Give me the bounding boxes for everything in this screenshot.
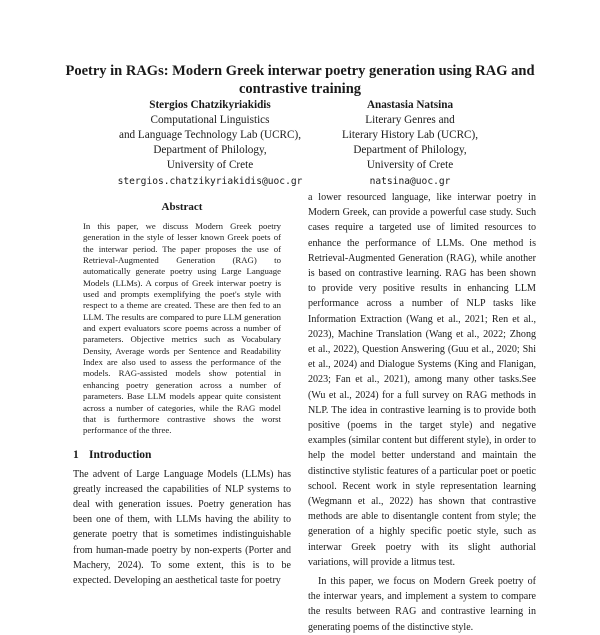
section-number: 1 [73, 448, 79, 461]
author-name: Anastasia Natsina [366, 99, 454, 111]
author-affiliation-line: Literary History Lab (UCRC), [341, 129, 479, 141]
abstract-heading: Abstract [161, 201, 203, 213]
author-block-2 [305, 98, 515, 189]
intro-paragraph-continued: a lower resourced language, like interwar poetry in Modern Greek, can provide a powerful case study. Such cases require a targeted use of limited resources to enhance the performance of LLMs. One method is Retrieval-Augmented Generation (RAG), while another is based on contrastive learning. RAG has been shown to provide very positive results in enhancing LLM performance across a number of NLP tasks like Information Extraction (Wang et al., 2021; Ren et al., 2023), Machine Translation (Wang et al., 2022; Zhong et al., 2022), Question Answering (Guu et al., 2020; Shi et al., 2024) and Dialogue Systems (King and Flanigan, 2023; Fan et al., 2021), among many other tasks.See (Wu et al., 2024) for a full survey on RAG methods in NLP. The idea in contrastive learning is to provide both positive (poems in the target style) and negative examples (similar content but different style), in order to help the model better understand and maintain the distinctive stylistic features of a particular poet or poetic school. Recent work in style representation learning (Wegmann et al., 2022) has shown that contrastive methods are able to disentangle content from style; the generation of a highly specific poetic style, such as interwar Greek poetry with its slight authorial variations, will provide a litmus test. [308, 192, 536, 568]
section-heading [73, 449, 291, 461]
author-email[interactable]: stergios.chatzikyriakidis@uoc.gr [117, 176, 303, 187]
paper-title: Poetry in RAGs: Modern Greek interwar poetry generation using RAG and contrastive training [65, 63, 535, 97]
author-block-1 [95, 98, 325, 189]
author-affiliation-line: and Language Technology Lab (UCRC), [118, 129, 301, 141]
author-affiliation-line: Department of Philology, [353, 144, 467, 156]
left-column [73, 195, 291, 588]
abstract-text: In this paper, we discuss Modern Greek poetry generation in the style of lesser known Greek poets of the interwar period. The paper proposes the use of Retrieval-Augmented Generation (RAG) to automatically generate poetry using Large Language Models (LLMs). A corpus of Greek interwar poetry is used and prompts exemplifying the poet's style with respect to a theme are created. These are then fed to an LLM. The results are compared to pure LLM generation and expert evaluators score poems across a number of parameters. Objective metrics such as Vocabulary Density, Average words per Sentence and Readability Index are also used to assess the performance of the models. RAG-assisted models show potential in enhancing poetry generation across a number of parameters. Base LLM models appear quite consistent across a number of categories, while the RAG model that is furthermore contrastive shows the worst performance of the three. [83, 221, 281, 436]
section-title: Introduction [89, 448, 152, 461]
author-name: Stergios Chatzikyriakidis [149, 99, 271, 111]
author-affiliation-line: Department of Philology, [153, 144, 267, 156]
right-column [308, 190, 536, 635]
author-affiliation-line: Computational Linguistics [150, 114, 270, 126]
author-email[interactable]: natsina@uoc.gr [369, 176, 451, 187]
intro-paragraph: In this paper, we focus on Modern Greek poetry of the interwar years, and implement a system to compare the results between RAG and contrastive learning in generating poems of the distinctive style. [308, 576, 536, 633]
author-affiliation-line: University of Crete [366, 159, 454, 171]
author-affiliation-line: University of Crete [166, 159, 254, 171]
intro-paragraph: The advent of Large Language Models (LLMs) has greatly increased the capabilities of NLP systems to deal with generation issues. Poetry generation has been one of them, with LLMs having the ability to generate poetry that is sometimes indistinguishable from human-made poetry by non-experts (Porter and Machery, 2024). To some extent, this is to be expected. Developing an aesthetical taste for poetry [73, 468, 291, 586]
author-affiliation-line: Literary Genres and [365, 114, 455, 126]
